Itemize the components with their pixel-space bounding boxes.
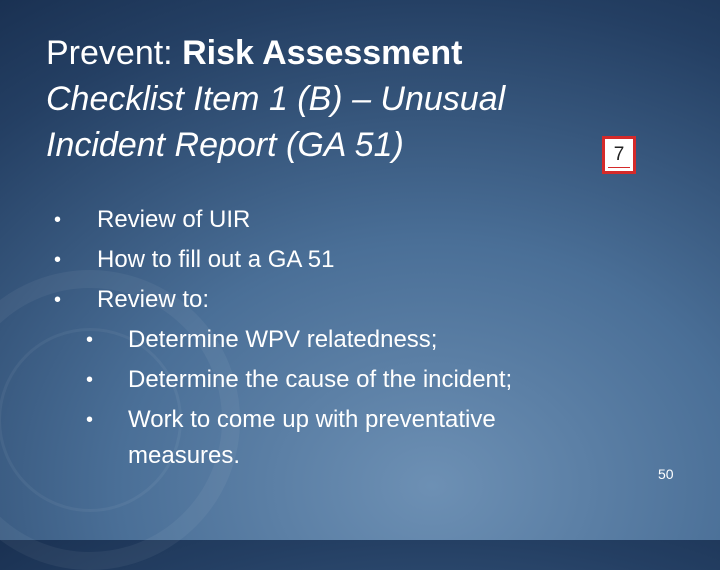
sub-bullet-item: Work to come up with preventative [128, 406, 496, 433]
title-line-3: Incident Report (GA 51) [46, 126, 404, 164]
bullet-dot: • [54, 289, 62, 311]
slide-number-badge: 7 [602, 136, 636, 174]
sub-bullet-item: Determine the cause of the incident; [128, 366, 513, 393]
title-line-2: Checklist Item 1 (B) – Unusual [46, 80, 506, 118]
sub-bullet-continuation: measures. [128, 442, 241, 469]
slide-title [46, 30, 606, 168]
bullet-dot: • [54, 209, 62, 231]
bullet-item: Review to: [97, 286, 210, 313]
sub-bullet-dot: • [86, 329, 94, 351]
title-prefix: Prevent: [46, 34, 183, 72]
sub-bullet-dot: • [86, 369, 94, 391]
sub-bullet-item: Determine WPV relatedness; [128, 326, 438, 353]
sub-bullet-dot: • [86, 409, 94, 431]
page-number: 50 [658, 466, 674, 482]
bullet-item: How to fill out a GA 51 [97, 246, 335, 273]
bullet-dot: • [54, 249, 62, 271]
title-bold: Risk Assessment [182, 34, 463, 72]
bullet-item: Review of UIR [97, 206, 251, 233]
